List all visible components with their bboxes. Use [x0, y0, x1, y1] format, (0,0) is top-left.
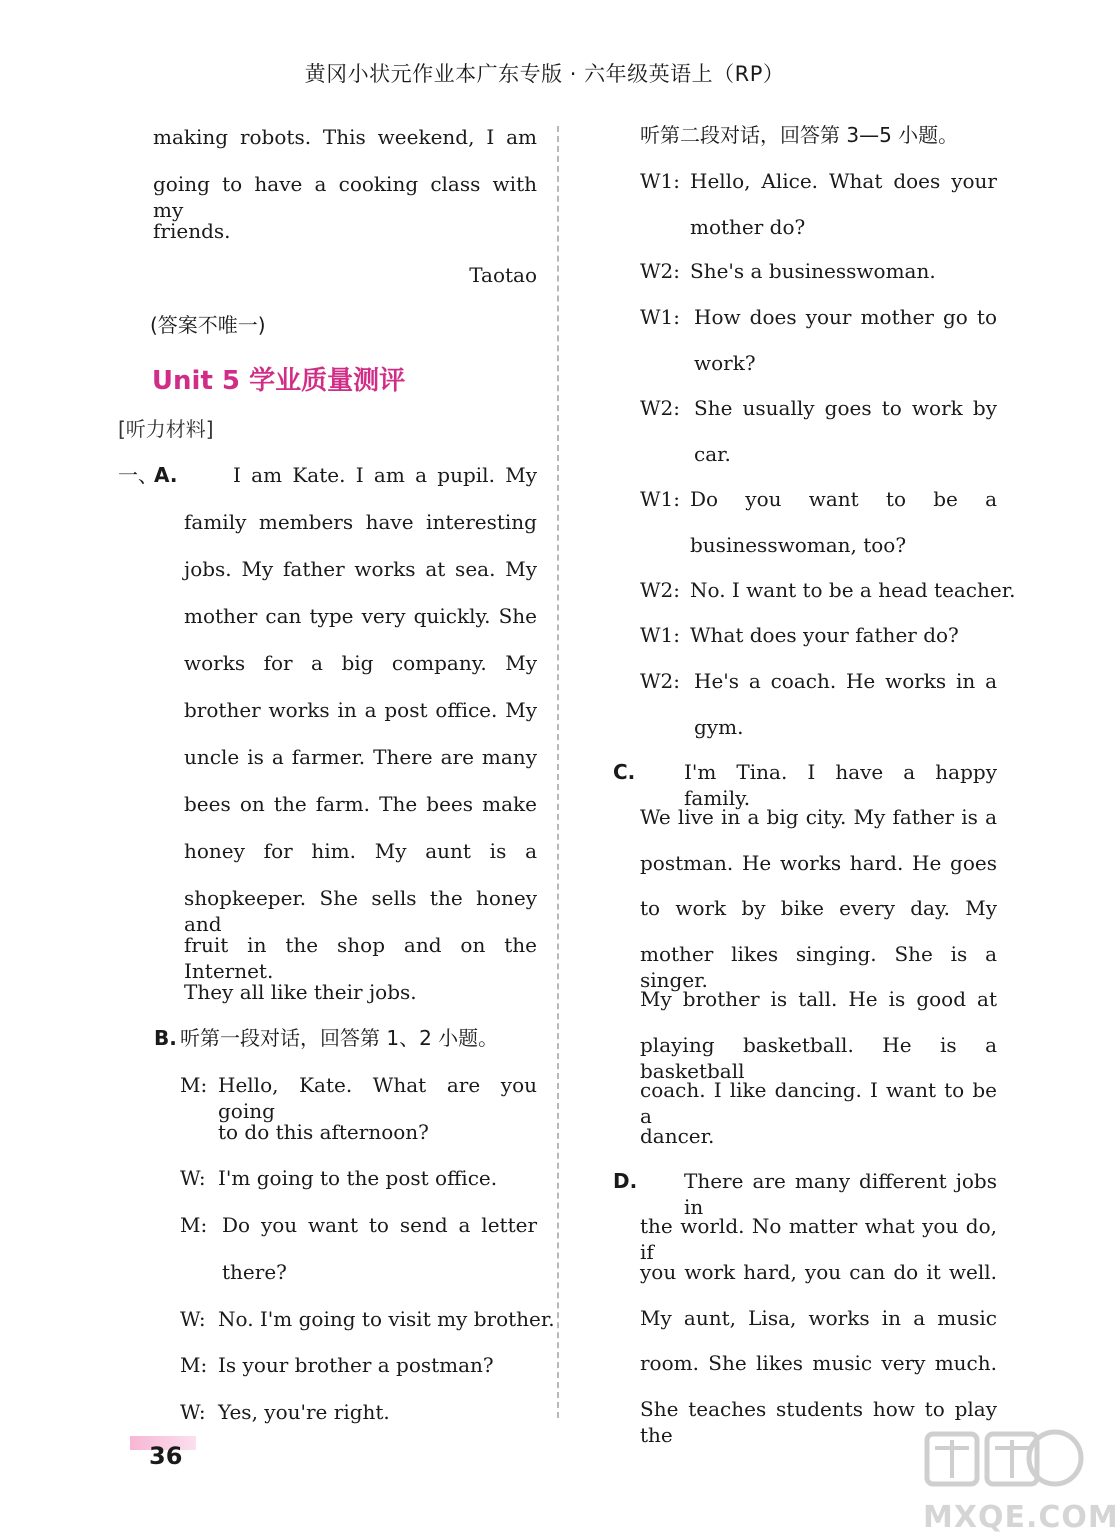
part-one-label: 一、 [118, 463, 158, 487]
dialogue-line: Do you want to send a letter [222, 1213, 537, 1237]
d-line: There are many different jobs in [684, 1169, 997, 1219]
page-number: 36 [149, 1442, 183, 1470]
a-line: fruit in the shop and on the Internet. [184, 933, 537, 983]
d-line: My aunt, Lisa, works in a music [640, 1306, 997, 1330]
intro-line: making robots. This weekend, I am [153, 125, 537, 149]
dialogue-line: work? [694, 351, 756, 375]
dialogue-line: mother do? [690, 215, 806, 239]
dialogue-line: I'm going to the post office. [218, 1166, 498, 1190]
dialogue-line: She's a businesswoman. [690, 259, 936, 283]
dialogue-line: What does your father do? [690, 623, 959, 647]
a-line: They all like their jobs. [184, 980, 417, 1004]
a-line: honey for him. My aunt is a [184, 839, 537, 863]
c-line: We live in a big city. My father is a [640, 805, 997, 829]
a-line: mother can type very quickly. She [184, 604, 537, 628]
dialogue-line: No. I want to be a head teacher. [690, 578, 1016, 602]
watermark-logo [915, 1418, 1119, 1535]
dialogue-line: Do you want to be a [690, 487, 997, 511]
c-label: C. [613, 760, 636, 784]
a-line: I am Kate. I am a pupil. My [233, 463, 537, 487]
c-line: I'm Tina. I have a happy family. [684, 760, 997, 810]
c-line: to work by bike every day. My [640, 896, 997, 920]
watermark-text: MXQE.COM [923, 1500, 1119, 1535]
intro-line: friends. [153, 219, 231, 243]
a-line: jobs. My father works at sea. My [184, 557, 537, 581]
a-line: shopkeeper. She sells the honey and [184, 886, 537, 936]
b-instruction: 听第一段对话，回答第 1、2 小题。 [180, 1026, 499, 1050]
c-line: postman. He works hard. He goes [640, 851, 997, 875]
speaker-label: W2: [640, 669, 681, 693]
speaker-label: M: [180, 1073, 208, 1097]
c-line: dancer. [640, 1124, 715, 1148]
dialogue-line: He's a coach. He works in a [694, 669, 997, 693]
d-line: you work hard, you can do it well. [640, 1260, 997, 1284]
speaker-label: W: [180, 1400, 206, 1424]
speaker-label: M: [180, 1213, 208, 1237]
dialogue-line: there? [222, 1260, 287, 1284]
dialogue-line: gym. [694, 715, 744, 739]
speaker-label: W2: [640, 578, 681, 602]
a-line: uncle is a farmer. There are many [184, 745, 537, 769]
signature: Taotao [469, 263, 537, 287]
d-line: room. She likes music very much. [640, 1351, 997, 1375]
speaker-label: M: [180, 1353, 208, 1377]
speaker-label: W1: [640, 305, 681, 329]
intro-line: going to have a cooking class with my [153, 172, 537, 222]
c-line: mother likes singing. She is a singer. [640, 942, 997, 992]
dialogue-line: How does your mother go to [694, 305, 997, 329]
unit-title: Unit 5 学业质量测评 [151, 366, 406, 396]
c-line: playing basketball. He is a basketball [640, 1033, 997, 1083]
page-header: 黄冈小状元作业本广东专版 · 六年级英语上（RP） [304, 62, 785, 86]
a-line: family members have interesting [184, 510, 537, 534]
speaker-label: W1: [640, 169, 681, 193]
dialogue-line: Hello, Alice. What does your [690, 169, 997, 193]
d-label: D. [613, 1169, 638, 1193]
dialogue-line: businesswoman, too? [690, 533, 907, 557]
dialogue-line: She usually goes to work by [694, 396, 997, 420]
a-line: brother works in a post office. My [184, 698, 537, 722]
speaker-label: W1: [640, 487, 681, 511]
right-instruction: 听第二段对话，回答第 3—5 小题。 [640, 123, 959, 147]
speaker-label: W2: [640, 259, 681, 283]
answer-note: (答案不唯一) [150, 313, 266, 337]
section-tag: [听力材料] [118, 417, 214, 441]
a-label: A. [154, 463, 178, 487]
dialogue-line: Yes, you're right. [218, 1400, 390, 1424]
speaker-label: W1: [640, 623, 681, 647]
dialogue-line: Hello, Kate. What are you going [218, 1073, 537, 1123]
a-line: works for a big company. My [184, 651, 537, 675]
b-label: B. [154, 1026, 177, 1050]
a-line: bees on the farm. The bees make [184, 792, 537, 816]
speaker-label: W2: [640, 396, 681, 420]
dialogue-line: No. I'm going to visit my brother. [218, 1307, 555, 1331]
dialogue-line: Is your brother a postman? [218, 1353, 494, 1377]
speaker-label: W: [180, 1166, 206, 1190]
d-line: She teaches students how to play the [640, 1397, 997, 1447]
speaker-label: W: [180, 1307, 206, 1331]
dialogue-line: to do this afternoon? [218, 1120, 429, 1144]
c-line: My brother is tall. He is good at [640, 987, 997, 1011]
dialogue-line: car. [694, 442, 731, 466]
column-divider [557, 126, 559, 1418]
d-line: the world. No matter what you do, if [640, 1214, 997, 1264]
c-line: coach. I like dancing. I want to be a [640, 1078, 997, 1128]
